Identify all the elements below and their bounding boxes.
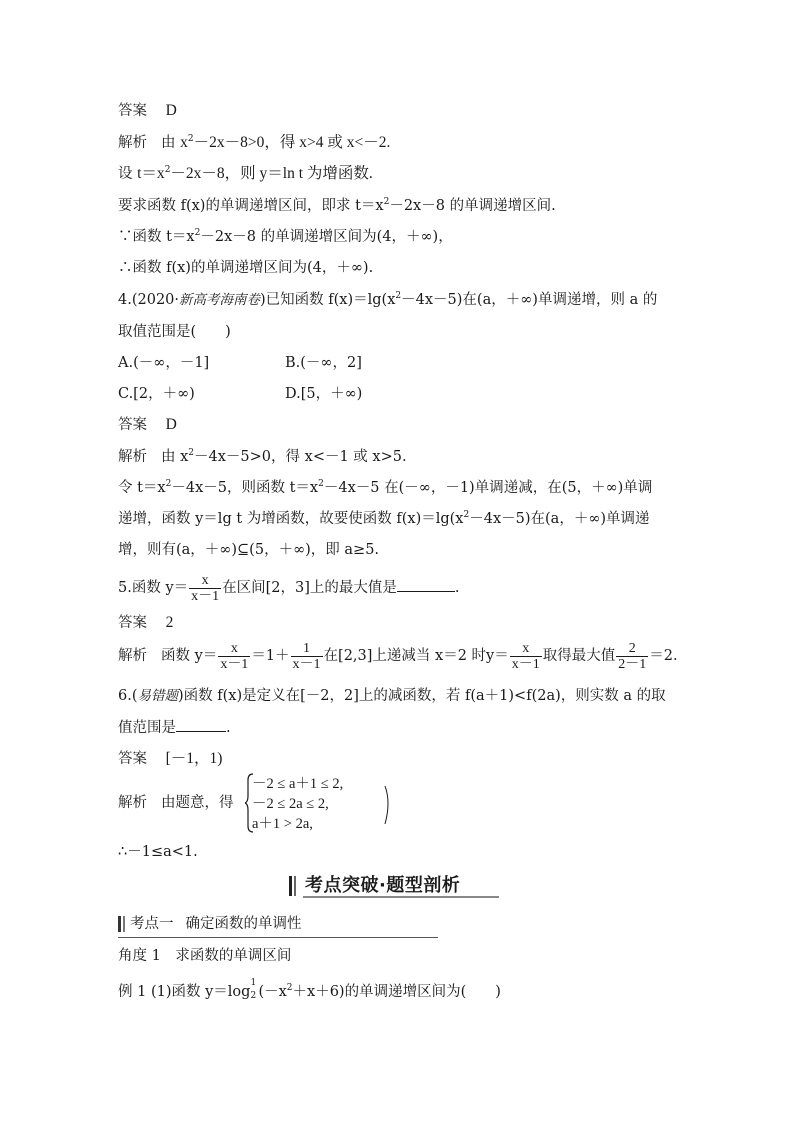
option-a (118, 353, 209, 373)
answer-label: 答案 (118, 103, 147, 119)
option-c-text: C.[2，＋∞) (118, 386, 195, 402)
analysis-line (118, 447, 407, 467)
question-4-stem (118, 290, 657, 310)
fraction (218, 641, 250, 672)
text: )已知函数 f(x)＝lg(x (260, 292, 396, 308)
text-line (118, 509, 650, 529)
text: 要求函数 f(x)的单调递增区间，即求 t＝x (118, 198, 384, 214)
text: 4.(2020· (118, 292, 180, 308)
analysis-label: 解析 (118, 449, 147, 465)
text: 由题意，得 (161, 795, 234, 811)
conclusion-line (118, 842, 198, 862)
log-base-numerator: 1 (250, 978, 257, 988)
fraction-numerator: x (189, 573, 221, 589)
superscript: 2 (194, 228, 201, 238)
topic-header (118, 912, 438, 938)
text: 6.( (118, 688, 138, 704)
inequality-row: －2 ≤ a＋1 ≤ 2, (252, 776, 344, 792)
analysis-line (118, 639, 678, 673)
analysis-label: 解析 (118, 135, 147, 151)
superscript: 2 (318, 479, 324, 489)
text: －4x－5 在(－∞，－1)单调递减，在(5，＋∞)单调 (323, 480, 653, 496)
text: －2x－8>0，得 x>4 或 x<－2. (193, 134, 391, 151)
text: ∴函数 f(x)的单调递增区间为(4，＋∞). (118, 260, 374, 276)
fraction (291, 641, 323, 672)
fraction-denominator: 2－1 (618, 656, 647, 672)
text: 例 1 (1)函数 y＝log (118, 984, 251, 1000)
log-base-denominator: 2 (250, 991, 257, 1001)
text: ∴－1≤a<1. (118, 844, 198, 860)
text: ＝x (141, 165, 165, 182)
fraction-denominator: x－1 (191, 588, 220, 604)
fraction-numerator: 1 (291, 641, 323, 657)
text: －4x－5)在(a，＋∞)单调递 (469, 511, 650, 527)
text: －4x－5)在(a，＋∞)单调递增，则 a 的 (401, 292, 658, 308)
answer-line (118, 613, 173, 633)
text: x (180, 134, 188, 151)
analysis-line (118, 133, 390, 153)
question-6-stem (118, 686, 666, 706)
answer-value: D (165, 416, 177, 433)
question-source: 新高考海南卷 (179, 292, 261, 308)
superscript: 2 (165, 479, 172, 489)
answer-line (118, 415, 177, 435)
fraction-numerator: x (218, 641, 250, 657)
fraction-denominator: x－1 (292, 656, 321, 672)
text: 由 (161, 135, 181, 151)
text-line (118, 540, 379, 560)
option-c (118, 384, 195, 404)
fraction (616, 641, 648, 672)
text-line (118, 258, 373, 278)
answer-value: D (165, 102, 177, 119)
superscript: 2 (187, 134, 194, 144)
text: 令 t＝x (118, 480, 166, 496)
answer-label: 答案 (118, 751, 147, 767)
section-banner (289, 874, 503, 898)
fraction-denominator: x－1 (511, 656, 540, 672)
text: 设 (118, 166, 138, 182)
text: 由 x (161, 449, 189, 465)
text: 在区间[2，3]上的最大值是 (222, 580, 397, 596)
text: 递增，函数 y＝lg t 为增函数，故要使函数 f(x)＝lg(x (118, 511, 464, 527)
analysis-label: 解析 (118, 648, 147, 664)
answer-label: 答案 (118, 417, 147, 433)
fraction-denominator: x－1 (220, 656, 249, 672)
text-line (118, 164, 373, 184)
text: 在[2,3]上递减当 x＝2 时y＝ (323, 648, 509, 664)
inequality-system (245, 772, 395, 834)
example-1-stem (118, 978, 501, 1002)
text-line (118, 478, 652, 498)
answer-value: [－1，1) (165, 750, 223, 767)
topic-label: 考点一 (130, 916, 174, 932)
text: t (137, 165, 142, 182)
text-line (118, 227, 453, 247)
topic-title-text: 确定函数的单调性 (185, 916, 302, 932)
section-banner-title: 考点突破·题型剖析 (305, 875, 461, 896)
superscript: 2 (164, 165, 171, 175)
text: ＋x＋6)的单调递增区间为( ) (292, 984, 501, 1000)
answer-line (118, 749, 222, 769)
answer-line (118, 101, 177, 121)
header-bar-icon (118, 916, 121, 932)
answer-value: 2 (165, 614, 174, 631)
text: . (454, 580, 460, 596)
answer-label: 答案 (118, 615, 147, 631)
banner-bars-icon (289, 876, 301, 896)
text: －4x－5>0，得 x<－1 或 x>5. (194, 449, 407, 465)
text: ∵函数 t＝x (118, 229, 195, 245)
subtopic-line (118, 946, 291, 966)
text: 取值范围是( ) (118, 324, 231, 340)
question-6-stem-line2 (118, 717, 231, 738)
option-b-text: B.(－∞，2] (285, 355, 362, 371)
text: －2x－8 的单调递增区间为(4，＋∞)， (200, 229, 453, 245)
text: 5.函数 y＝ (118, 580, 189, 596)
answer-blank (176, 717, 226, 732)
inequality-row: －2 ≤ 2a ≤ 2, (252, 796, 329, 812)
analysis-line (118, 793, 234, 813)
text: ＝1＋ (251, 648, 290, 664)
banner-underline (303, 896, 499, 898)
analysis-label: 解析 (118, 795, 147, 811)
text: (－x (258, 984, 287, 1000)
text: －2x－8，则 y＝ln t 为增函数. (170, 165, 373, 182)
fraction-numerator: 2 (616, 641, 648, 657)
text-line (118, 196, 556, 216)
superscript: 2 (286, 983, 293, 993)
text: . (226, 720, 231, 736)
text: )函数 f(x)是定义在[－2，2]上的减函数，若 f(a＋1)<f(2a)，则实数 a 的取 (178, 688, 666, 704)
option-a-text: A.(－∞，－1] (118, 355, 210, 371)
subtopic-title: 角度 1 求函数的单调区间 (118, 948, 292, 964)
superscript: 2 (188, 448, 195, 458)
text: 函数 y＝ (161, 648, 218, 664)
divider (118, 937, 438, 938)
fraction-numerator: x (510, 641, 542, 657)
question-source: 易错题 (137, 688, 178, 704)
answer-blank (397, 577, 455, 592)
topic-title (130, 914, 302, 934)
text: 值范围是 (118, 720, 176, 736)
text: 取得最大值 (542, 648, 616, 664)
superscript: 2 (463, 510, 470, 520)
fraction (510, 641, 542, 672)
header-bar-icon (123, 916, 125, 932)
question-4-stem-line2 (118, 322, 231, 342)
option-b (285, 353, 362, 373)
text: 增，则有(a，＋∞)⊆(5，＋∞)，即 a≥5. (118, 542, 380, 558)
text: ＝2. (649, 648, 678, 664)
text: －2x－8 的单调递增区间. (389, 198, 556, 214)
superscript: 2 (395, 291, 402, 301)
question-5-stem (118, 571, 460, 605)
inequality-row: a＋1 > 2a, (252, 816, 313, 832)
fraction (189, 573, 221, 604)
log-expression (118, 978, 257, 1002)
option-d-text: D.[5，＋∞) (285, 386, 363, 402)
text: －4x－5，则函数 t＝x (171, 480, 319, 496)
superscript: 2 (383, 197, 390, 207)
option-d (285, 384, 362, 404)
